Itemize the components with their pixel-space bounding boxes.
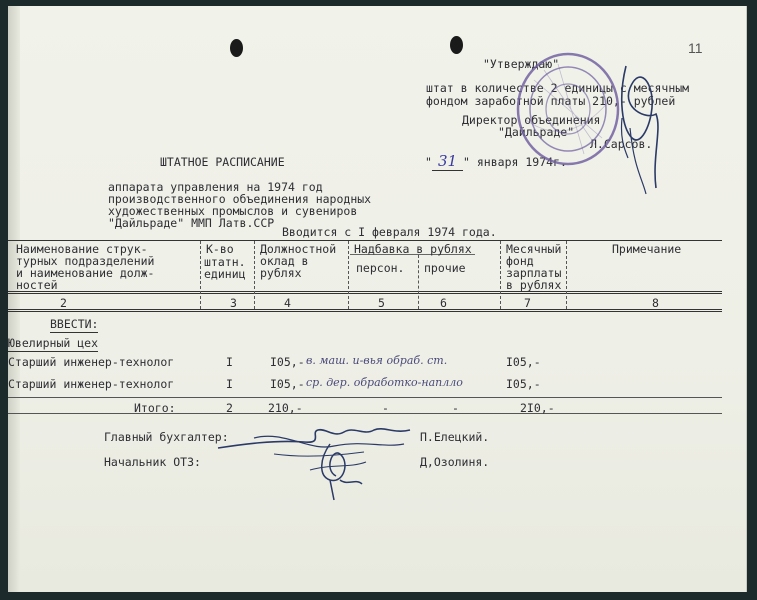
approval-line: "Дайльраде" — [498, 125, 575, 139]
total-bottom-rule — [8, 413, 722, 414]
column-divider — [200, 241, 201, 309]
col-number: 6 — [440, 296, 447, 310]
header-bottom-rule — [8, 291, 722, 292]
column-divider — [348, 241, 349, 309]
total-dash: - — [452, 401, 459, 415]
document-subtitle: аппарата управления на 1974 год — [108, 180, 323, 194]
effective-date: Вводится с I февраля 1974 года. — [282, 225, 497, 239]
punch-hole — [230, 39, 243, 57]
position-name: Старший инженер-технолог — [8, 377, 175, 391]
col-number: 5 — [378, 296, 385, 310]
total-top-rule — [8, 397, 722, 398]
approval-date-day: 31 — [432, 152, 463, 171]
col-number: 2 — [60, 296, 67, 310]
approval-title: "Утверждаю" — [483, 57, 560, 71]
position-qty: I — [226, 377, 233, 391]
total-dash: - — [382, 401, 389, 415]
document-subtitle: производственного объединения народных — [108, 192, 372, 206]
col-number: 3 — [230, 296, 237, 310]
page-binding-edge — [8, 6, 20, 592]
position-salary: I05,- — [270, 377, 305, 391]
page-number: 11 — [688, 40, 703, 56]
document-subtitle: художественных промыслов и сувениров — [108, 204, 358, 218]
handwritten-note: ср. дер. обработко-наплло — [306, 376, 463, 389]
col-number: 7 — [524, 296, 531, 310]
position-salary: I05,- — [270, 355, 305, 369]
otz-head-name: Д,Озолиня. — [420, 455, 490, 469]
chief-accountant-name: П.Елецкий. — [420, 430, 490, 444]
column-divider — [254, 241, 255, 309]
position-fund: I05,- — [506, 377, 541, 391]
section-label: ВВЕСТИ: — [50, 317, 99, 331]
chief-accountant-label: Главный бухгалтер: — [104, 430, 229, 444]
punch-hole — [450, 36, 463, 54]
total-fund: 2I0,- — [520, 401, 555, 415]
position-fund: I05,- — [506, 355, 541, 369]
approval-line: фондом заработной платы 210,- рублей — [426, 94, 676, 108]
col-number: 4 — [284, 296, 291, 310]
otz-head-signature — [300, 440, 380, 504]
col-header-note: Примечание — [612, 242, 682, 256]
header-bottom-rule — [8, 293, 722, 294]
column-divider — [500, 241, 501, 309]
approval-date: " 31 " января 1974г. — [425, 152, 567, 170]
department-label: Ювелирный цех — [8, 336, 99, 350]
total-salary: 210,- — [268, 401, 303, 415]
col-number: 8 — [652, 296, 659, 310]
total-label: Итого: — [134, 401, 176, 415]
approval-signer: Л.Сарсов. — [590, 137, 653, 151]
column-divider — [566, 241, 567, 309]
document-title: ШТАТНОЕ РАСПИСАНИЕ — [160, 155, 285, 169]
total-qty: 2 — [226, 401, 233, 415]
position-name: Старший инженер-технолог — [8, 355, 175, 369]
col-header-other: прочие — [424, 261, 466, 275]
table-top-rule — [8, 240, 722, 241]
position-qty: I — [226, 355, 233, 369]
column-divider — [418, 255, 419, 309]
otz-head-label: Начальник ОТЗ: — [104, 455, 201, 469]
approval-line: Директор объединения — [462, 113, 601, 127]
col-header-allowance: Надбавка в рублях — [354, 242, 472, 256]
col-header-personal: персон. — [356, 261, 405, 275]
round-seal-stamp — [514, 50, 622, 168]
numbers-bottom-rule — [8, 311, 722, 312]
approval-line: штат в количестве 2 единицы с месячным — [426, 81, 690, 95]
director-signature — [612, 58, 670, 198]
numbers-bottom-rule — [8, 309, 722, 310]
handwritten-note: в. маш. и-вья обраб. ст. — [306, 354, 448, 367]
document-subtitle: "Дайльраде" ММП Латв.ССР — [108, 216, 275, 230]
